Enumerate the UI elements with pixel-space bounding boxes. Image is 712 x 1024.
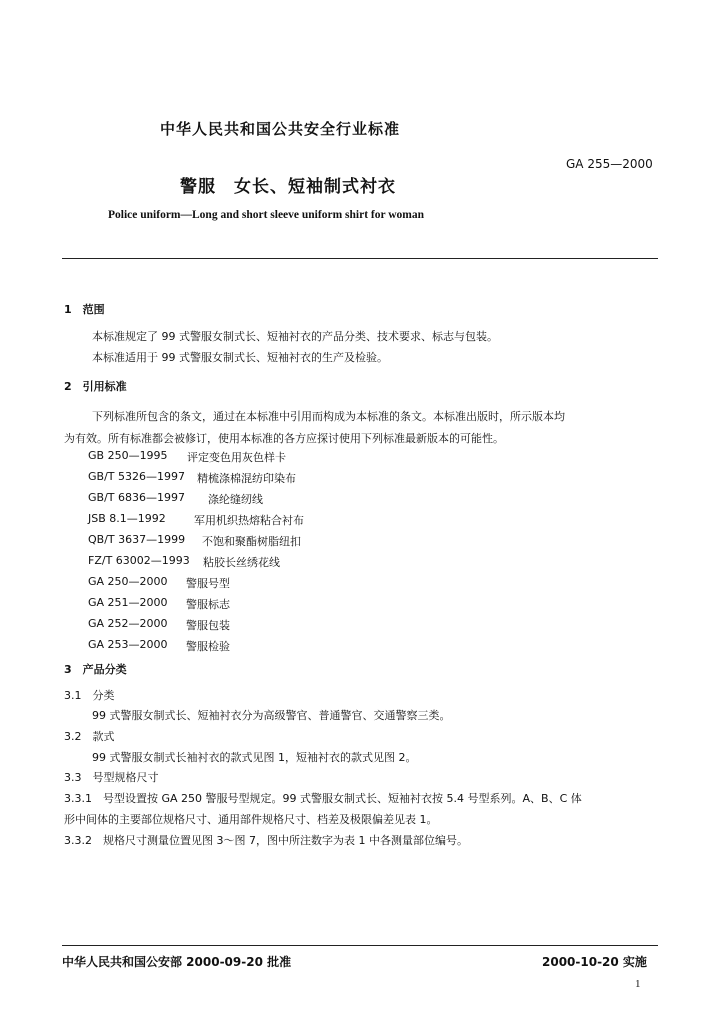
clause-3-3-2: 3.3.2 规格尺寸测量位置见图 3～图 7，图中所注数字为表 1 中各测量部位编号。	[64, 834, 468, 847]
reference-title: 军用机织热熔粘合衬布	[194, 514, 304, 527]
subsection-3-2-heading: 3.2 款式	[64, 730, 115, 743]
footer-rule	[62, 945, 658, 946]
reference-title: 评定变色用灰色样卡	[187, 451, 286, 464]
section-2-paragraph-line-1: 下列标准所包含的条文，通过在本标准中引用而构成为本标准的条文。本标准出版时，所示版本均	[92, 410, 565, 423]
subsection-3-3-heading: 3.3 号型规格尺寸	[64, 771, 159, 784]
reference-title: 不饱和聚酯树脂纽扣	[202, 535, 301, 548]
reference-code: GA 252—2000	[88, 617, 168, 630]
section-1-paragraph-1: 本标准规定了 99 式警服女制式长、短袖衬衣的产品分类、技术要求、标志与包装。	[92, 330, 498, 343]
reference-title: 警服标志	[186, 598, 230, 611]
reference-code: GB/T 6836—1997	[88, 491, 185, 504]
subsection-3-1-heading: 3.1 分类	[64, 689, 115, 702]
page-number: 1	[635, 978, 641, 990]
section-1-heading: 1 范围	[64, 303, 105, 316]
reference-code: FZ/T 63002—1993	[88, 554, 190, 567]
reference-title: 精梳涤棉混纺印染布	[197, 472, 296, 485]
effective-date: 2000-10-20 实施	[542, 955, 647, 969]
reference-title: 警服检验	[186, 640, 230, 653]
approval-date: 中华人民共和国公安部 2000-09-20 批准	[62, 955, 292, 969]
subsection-3-1-text: 99 式警服女制式长、短袖衬衣分为高级警官、普通警官、交通警察三类。	[92, 709, 451, 722]
reference-code: GB/T 5326—1997	[88, 470, 185, 483]
section-1-paragraph-2: 本标准适用于 99 式警服女制式长、短袖衬衣的生产及检验。	[92, 351, 388, 364]
reference-title: 警服包装	[186, 619, 230, 632]
reference-code: GA 250—2000	[88, 575, 168, 588]
clause-3-3-1-line-1: 3.3.1 号型设置按 GA 250 警服号型规定。99 式警服女制式长、短袖衬衣按 5.4 号型系列。A、B、C 体	[64, 792, 582, 805]
reference-code: GA 251—2000	[88, 596, 168, 609]
header-rule	[62, 258, 658, 259]
reference-code: JSB 8.1—1992	[88, 512, 166, 525]
issuing-body: 中华人民共和国公共安全行业标准	[160, 120, 401, 138]
reference-code: GA 253—2000	[88, 638, 168, 651]
standard-number: GA 255—2000	[566, 157, 653, 171]
section-2-heading: 2 引用标准	[64, 380, 127, 393]
clause-3-3-1-line-2: 形中间体的主要部位规格尺寸、通用部件规格尺寸、档差及极限偏差见表 1。	[64, 813, 438, 826]
subsection-3-2-text: 99 式警服女制式长袖衬衣的款式见图 1，短袖衬衣的款式见图 2。	[92, 751, 417, 764]
reference-code: GB 250—1995	[88, 449, 168, 462]
reference-code: QB/T 3637—1999	[88, 533, 186, 546]
reference-title: 粘胶长丝绣花线	[203, 556, 280, 569]
section-3-heading: 3 产品分类	[64, 663, 127, 676]
document-title: 警服 女长、短袖制式衬衣	[180, 177, 396, 197]
reference-title: 警服号型	[186, 577, 230, 590]
reference-title: 涤纶缝纫线	[208, 493, 263, 506]
section-2-paragraph-line-2: 为有效。所有标准都会被修订，使用本标准的各方应探讨使用下列标准最新版本的可能性。	[64, 432, 504, 445]
document-title-english: Police uniform—Long and short sleeve uniform shirt for woman	[108, 209, 425, 221]
